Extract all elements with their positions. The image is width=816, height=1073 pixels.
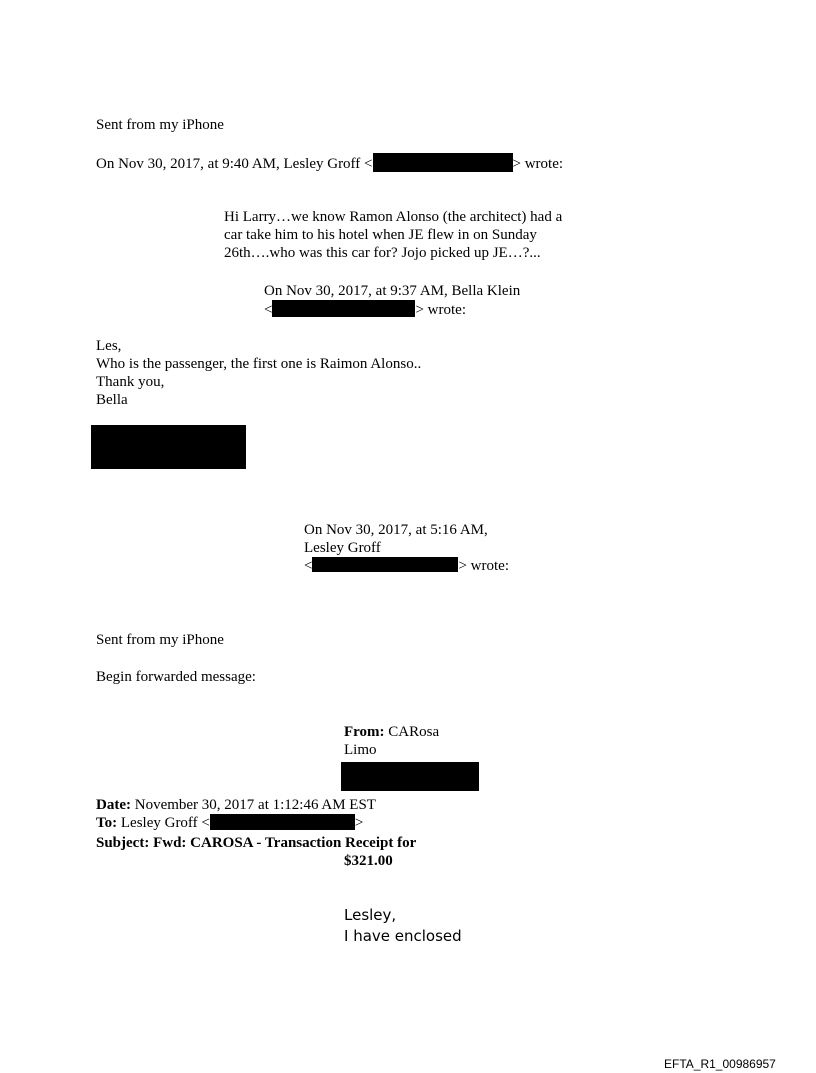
forward-from-line [344, 723, 439, 741]
forward-to-line [96, 814, 363, 832]
date-label: Date: [96, 797, 131, 813]
groff-reply-line-1: Hi Larry…we know Ramon Alonso (the architect) had a [224, 209, 563, 225]
groff-reply-line-3: 26th….who was this car for? Jojo picked up JE…?... [224, 245, 541, 261]
groff-header-2-line-2: Lesley Groff [304, 540, 381, 556]
sent-from-iphone-1: Sent from my iPhone [96, 117, 224, 133]
to-prefix: Lesley Groff < [120, 815, 210, 831]
redaction-block [373, 153, 513, 172]
groff-header-suffix: > wrote: [512, 156, 564, 172]
forward-subject-line [96, 834, 416, 852]
klein-message-line-4: Bella [96, 392, 128, 408]
forwarded-message-label: Begin forwarded message: [96, 669, 256, 685]
redaction-block [210, 814, 355, 830]
forward-date-line [96, 796, 376, 814]
klein-message-line-2: Who is the passenger, the first one is Raimon Alonso.. [96, 356, 422, 372]
from-value: CARosa [388, 724, 440, 740]
from-value-line-2: Limo [344, 742, 377, 758]
groff-header-2-line-3 [304, 557, 509, 575]
body-line-2: I have enclosed [344, 927, 462, 945]
groff-header-line [96, 153, 563, 173]
from-email-redaction-block [341, 762, 479, 791]
body-line-1: Lesley, [344, 906, 397, 924]
subject-value: Fwd: CAROSA - Transaction Receipt for [153, 835, 417, 851]
to-suffix: > [354, 815, 364, 831]
groff-header-prefix: On Nov 30, 2017, at 9:40 AM, Lesley Groff < [96, 156, 373, 172]
document-id-footer: EFTA_R1_00986957 [664, 1057, 776, 1071]
subject-value-line-2: $321.00 [344, 853, 393, 869]
klein-header-line-1: On Nov 30, 2017, at 9:37 AM, Bella Klein [264, 283, 521, 299]
signature-redaction-block [91, 425, 246, 469]
klein-header-line-2 [264, 300, 466, 319]
subject-label: Subject: [96, 835, 150, 851]
klein-header-suffix: > wrote: [415, 302, 466, 318]
klein-message-line-1: Les, [96, 338, 122, 354]
date-value: November 30, 2017 at 1:12:46 AM EST [134, 797, 376, 813]
to-label: To: [96, 815, 118, 831]
groff-header-2-prefix: < [304, 558, 313, 574]
klein-header-prefix: < [264, 302, 273, 318]
from-label: From: [344, 724, 385, 740]
redaction-block [312, 557, 458, 572]
groff-header-2-line-1: On Nov 30, 2017, at 5:16 AM, [304, 522, 488, 538]
groff-header-2-suffix: > wrote: [458, 558, 509, 574]
klein-message-line-3: Thank you, [96, 374, 165, 390]
sent-from-iphone-2: Sent from my iPhone [96, 632, 224, 648]
redaction-block [272, 300, 415, 317]
groff-reply-line-2: car take him to his hotel when JE flew in on Sunday [224, 227, 537, 243]
